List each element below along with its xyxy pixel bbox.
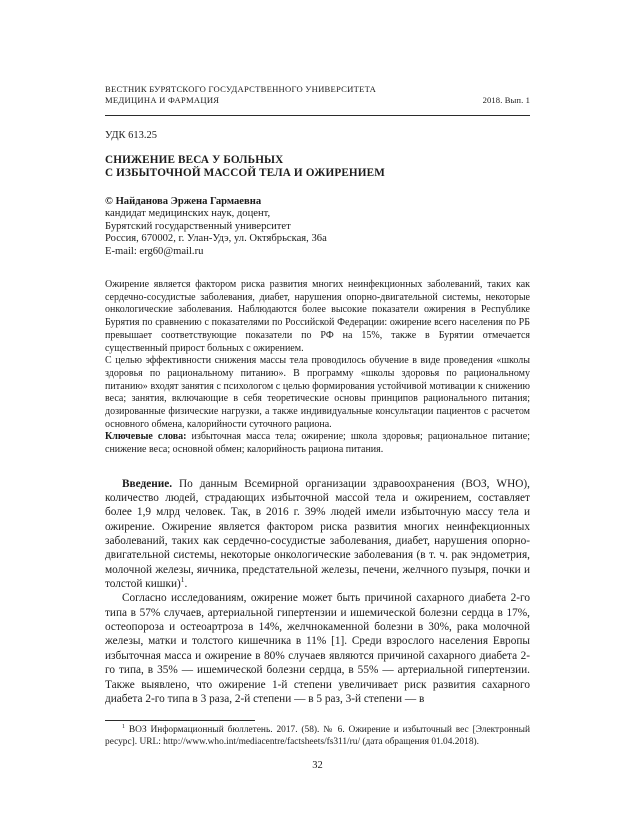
article-title [105,154,530,181]
abstract-paragraph-2: С целью эффективности снижения массы тела проводилось обучение в виде проведения «школы здоровья по рациональному питанию». В программу «школы здоровья по рациональному питанию» входят занятия с психологом с целью формирования устойчивой мотивации к снижению веса; занятия, включающие в себя теоретические основы принципов рационального питания; дозированные физические нагрузки, а также индивидуальные консультации пациентов с расчетом основного обмена, калорийности суточного рациона. [105,355,530,430]
author-degree: кандидат медицинских наук, доцент, [105,208,271,220]
footnote-1 [105,725,530,749]
journal-title: ВЕСТНИК БУРЯТСКОГО ГОСУДАРСТВЕННОГО УНИВЕРСИТЕТА [105,84,377,94]
udc-code: УДК 613.25 [105,129,158,141]
keywords-text: избыточная масса тела; ожирение; школа здоровья; рациональное питание; снижение веса; основной обмен; калорийность рациона питания. [105,431,530,455]
running-header [105,84,530,116]
footnote-marker-1: 1 [122,724,126,731]
abstract [105,279,530,457]
body-paragraph-1 [105,477,530,592]
author-block [105,196,530,259]
footnote-text: ВОЗ Информационный бюллетень. 2017. (58). № 6. Ожирение и избыточный вес [Электронный ресурс]. URL: http://www.who.int/mediacentre/factsheets/fs311/ru/ (дата обращения 01.04.2018). [105,725,530,748]
body-paragraph-1-text: По данным Всемирной организации здравоохранения (ВОЗ, WHO), количество людей, страдающих избыточной массой тела и ожирением, составляет более 1,9 млрд человек. Так, в 2016 г. 39% людей имели избыточную массу тела и ожирение. Ожирение является фактором риска развития многих неинфекционных заболеваний, таких как сердечно-сосудистые заболевания, диабет, нарушения опорно-двигательной системы, некоторые онкологические заболевания (в т. ч. рак эндометрия, молочной железы, яичника, предстательной железы, печени, желчного пузыря, почки и толстой кишки) [105,477,530,591]
article-title-line-2: С ИЗБЫТОЧНОЙ МАССОЙ ТЕЛА И ОЖИРЕНИЕМ [105,167,385,180]
header-divider [105,115,530,116]
keywords-label: Ключевые слова: [105,431,187,443]
running-header-row [105,84,530,107]
article-body [105,477,530,707]
body-paragraph-2: Согласно исследованиям, ожирение может быть причиной сахарного диабета 2-го типа в 57% случаев, артериальной гипертензии и ишемической болезни сердца в 17%, остеопороза и остеоартроза в 14%, желчнокаменной болезни в 30%, рака молочной железы, матки и толстого кишечника в 11% [1]. Среди взрослого населения Европы избыточная масса и ожирение в 80% случаев являются причиной сахарного диабета 2-го типа, в 35% — ишемической болезни сердца, в 55% — артериальной гипертензии. Также выявлено, что ожирение 1-й степени увеличивает риск развития сахарного диабета 2-го типа в 3 раза, 2-й степени — в 5 раз, 3-й степени — в [105,592,530,705]
abstract-paragraph-1: Ожирение является фактором риска развития многих неинфекционных заболеваний, таких как сердечно-сосудистые заболевания, диабет, нарушения опорно-двигательной системы, некоторые онкологические заболевания. Наблюдаются более высокие показатели ожирения в Республике Бурятия по сравнению с показателями по Российской Федерации: ожирение всего населения по РБ превышает соответствующие показатели по РФ на 15%, также в Бурятии отмечается существенный прирост больных с ожирением. [105,279,530,354]
author-address: Россия, 670002, г. Улан-Удэ, ул. Октябрьская, 36а [105,233,327,245]
article-content [105,130,530,771]
author-email: E-mail: erg60@mail.ru [105,245,204,257]
footnote-area [105,720,530,771]
author-name: © Найданова Эржена Гармаевна [105,195,262,207]
issue-label: 2018. Вып. 1 [482,95,530,106]
page-number: 32 [312,759,323,771]
footnote-ref-1: 1 [180,575,185,585]
author-affiliation: Бурятский государственный университет [105,220,291,232]
keywords-paragraph [105,431,530,456]
footnote-divider [105,720,255,721]
journal-info [105,84,376,107]
body-paragraph-1-end: . [184,578,188,591]
journal-section: МЕДИЦИНА И ФАРМАЦИЯ [105,95,220,106]
article-title-line-1: СНИЖЕНИЕ ВЕСА У БОЛЬНЫХ [105,153,284,166]
intro-label: Введение. [122,477,173,490]
